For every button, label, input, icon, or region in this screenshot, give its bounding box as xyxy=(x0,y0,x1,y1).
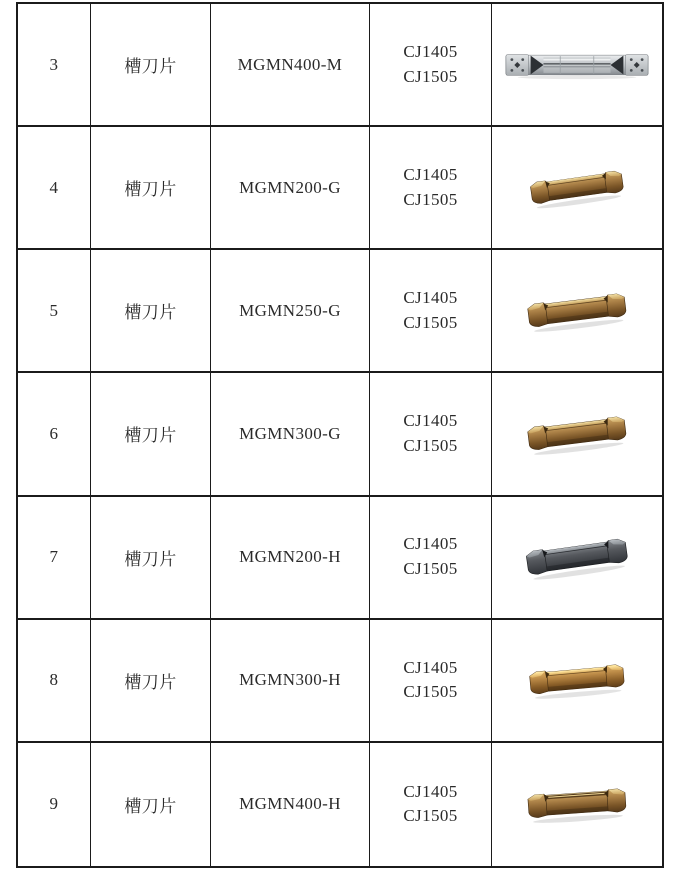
grade-line-1: CJ1405 xyxy=(403,534,458,554)
grade-line-1: CJ1405 xyxy=(403,288,458,308)
bronze-grooving-insert-photo xyxy=(521,410,633,459)
row-number-cell: 8 xyxy=(18,620,91,743)
model-cell: MGMN300-H xyxy=(211,620,370,743)
row-number-cell: 4 xyxy=(18,127,91,250)
grade-line-1: CJ1405 xyxy=(403,781,458,801)
grade-cell xyxy=(370,127,492,250)
category-cell: 槽刀片 xyxy=(91,497,211,620)
bronze-grooved-insert-photo xyxy=(522,780,633,829)
bronze-grooving-insert-photo xyxy=(521,286,633,335)
grade-cell xyxy=(370,373,492,496)
grade-line-2: CJ1505 xyxy=(403,559,458,579)
model-cell: MGMN300-G xyxy=(211,373,370,496)
category-cell: 槽刀片 xyxy=(91,250,211,373)
model-cell: MGMN400-M xyxy=(211,4,370,127)
grade-line-2: CJ1505 xyxy=(403,312,458,332)
product-image-cell xyxy=(492,373,662,496)
grade-line-2: CJ1505 xyxy=(403,682,458,702)
grade-line-1: CJ1405 xyxy=(403,411,458,431)
model-cell: MGMN400-H xyxy=(211,743,370,866)
category-cell: 槽刀片 xyxy=(91,620,211,743)
product-image-cell xyxy=(492,250,662,373)
silver-grooving-insert-photo xyxy=(503,50,651,80)
grade-cell xyxy=(370,743,492,866)
row-number-cell: 9 xyxy=(18,743,91,866)
product-table xyxy=(16,2,664,868)
grade-cell xyxy=(370,250,492,373)
grade-line-1: CJ1405 xyxy=(403,41,458,61)
model-cell: MGMN200-H xyxy=(211,497,370,620)
grade-cell xyxy=(370,620,492,743)
product-image-cell xyxy=(492,743,662,866)
row-number-cell: 6 xyxy=(18,373,91,496)
grade-line-2: CJ1505 xyxy=(403,435,458,455)
grade-cell xyxy=(370,497,492,620)
product-image-cell xyxy=(492,127,662,250)
category-cell: 槽刀片 xyxy=(91,4,211,127)
product-image-cell xyxy=(492,620,662,743)
bronze-grooving-insert-photo xyxy=(524,657,631,704)
grade-line-2: CJ1505 xyxy=(403,189,458,209)
product-image-cell xyxy=(492,497,662,620)
product-image-cell xyxy=(492,4,662,127)
bronze-grooving-insert-photo xyxy=(524,164,630,212)
row-number-cell: 3 xyxy=(18,4,91,127)
category-cell: 槽刀片 xyxy=(91,127,211,250)
grade-cell xyxy=(370,4,492,127)
model-cell: MGMN200-G xyxy=(211,127,370,250)
category-cell: 槽刀片 xyxy=(91,373,211,496)
black-grooving-insert-photo xyxy=(519,531,635,583)
model-cell: MGMN250-G xyxy=(211,250,370,373)
grade-line-2: CJ1505 xyxy=(403,806,458,826)
row-number-cell: 7 xyxy=(18,497,91,620)
grade-line-1: CJ1405 xyxy=(403,165,458,185)
category-cell: 槽刀片 xyxy=(91,743,211,866)
row-number-cell: 5 xyxy=(18,250,91,373)
grade-line-1: CJ1405 xyxy=(403,657,458,677)
grade-line-2: CJ1505 xyxy=(403,66,458,86)
